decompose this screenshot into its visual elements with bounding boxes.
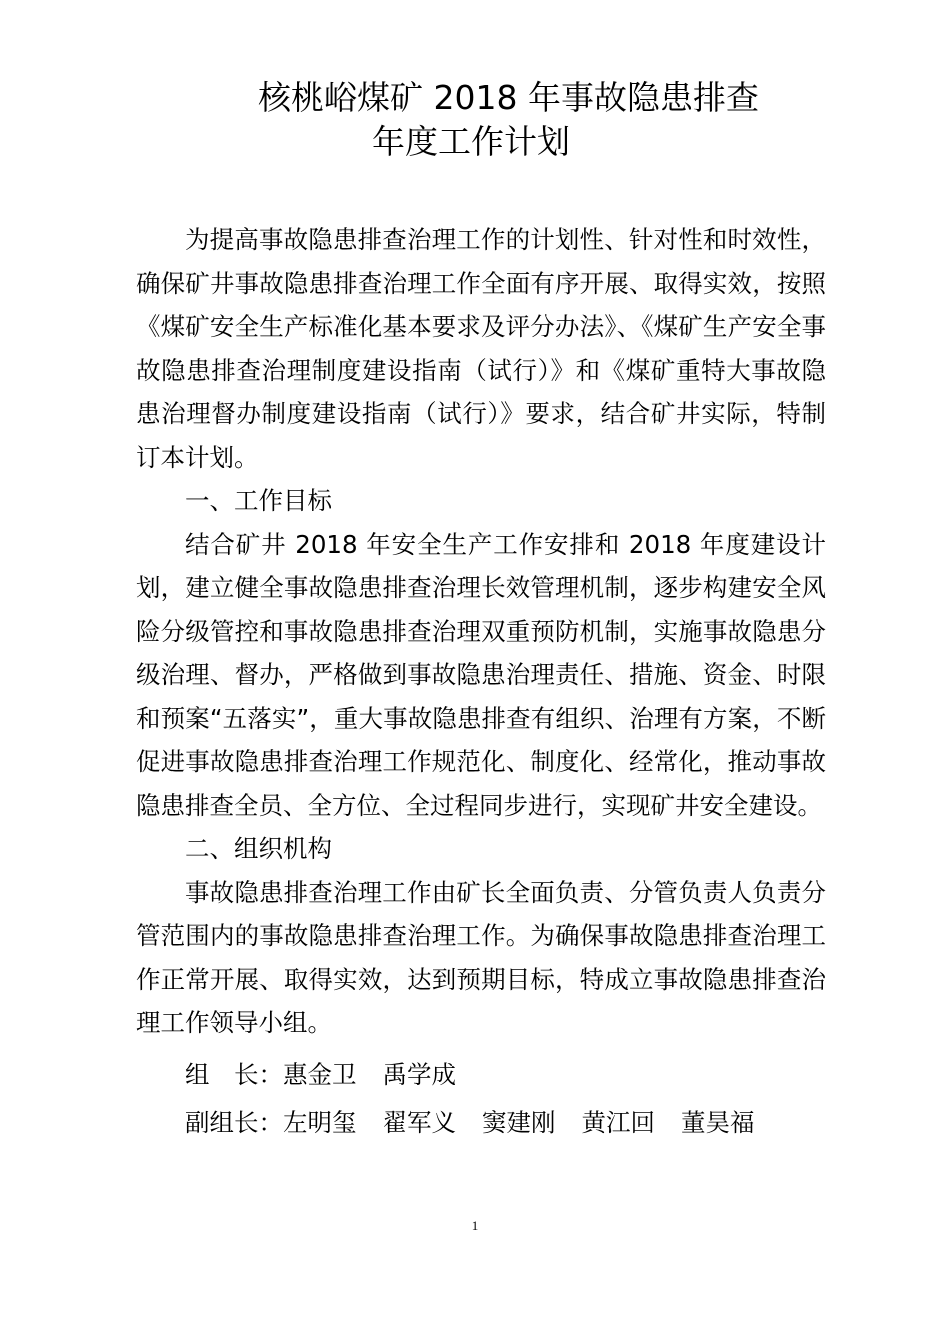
section-heading-organization: 二、组织机构 bbox=[185, 834, 332, 863]
deputy-leader-line bbox=[136, 1099, 826, 1147]
document-title-line-2: 年度工作计划 bbox=[372, 122, 570, 161]
deputy-leader-name: 董昊福 bbox=[681, 1107, 755, 1137]
intro-paragraph: 为提高事故隐患排查治理工作的计划性、针对性和时效性，确保矿井事故隐患排查治理工作全面有序开展、取得实效，按照《煤矿安全生产标准化基本要求及评分办法》、《煤矿生产安全事故隐患排查治理制度建设指南（试行）》和《煤矿重特大事故隐患治理督办制度建设指南（试行）》要求，结合矿井实际，特制订本计划。 bbox=[136, 225, 826, 472]
leader-name: 禹学成 bbox=[382, 1059, 456, 1089]
deputy-leader-name: 黄江回 bbox=[581, 1107, 655, 1137]
document-body bbox=[136, 218, 826, 1147]
deputy-leader-name: 窦建刚 bbox=[482, 1107, 556, 1137]
document-title-line-1: 核桃峪煤矿 2018 年事故隐患排查 bbox=[258, 78, 759, 117]
leader-line bbox=[136, 1051, 826, 1099]
goals-paragraph: 结合矿井 2018 年安全生产工作安排和 2018 年度建设计划，建立健全事故隐患排查治理长效管理机制，逐步构建安全风险分级管控和事故隐患排查治理双重预防机制，实施事故隐患分级治理、督办，严格做到事故隐患治理责任、措施、资金、时限和预案“五落实”，重大事故隐患排查有组织、治理有方案，不断促进事故隐患排查治理工作规范化、制度化、经常化，推动事故隐患排查全员、全方位、全过程同步进行，实现矿井安全建设。 bbox=[136, 529, 826, 820]
section-heading-goals: 一、工作目标 bbox=[185, 486, 332, 515]
deputy-leader-name: 翟军义 bbox=[382, 1107, 456, 1137]
leader-name: 惠金卫 bbox=[283, 1059, 357, 1089]
deputy-leader-label: 副组长： bbox=[185, 1107, 283, 1137]
page-number: 1 bbox=[471, 1218, 479, 1233]
leader-label: 组 长： bbox=[185, 1059, 283, 1089]
organization-paragraph: 事故隐患排查治理工作由矿长全面负责、分管负责人负责分管范围内的事故隐患排查治理工作。为确保事故隐患排查治理工作正常开展、取得实效，达到预期目标，特成立事故隐患排查治理工作领导小组。 bbox=[136, 877, 826, 1037]
deputy-leader-name: 左明玺 bbox=[283, 1107, 357, 1137]
